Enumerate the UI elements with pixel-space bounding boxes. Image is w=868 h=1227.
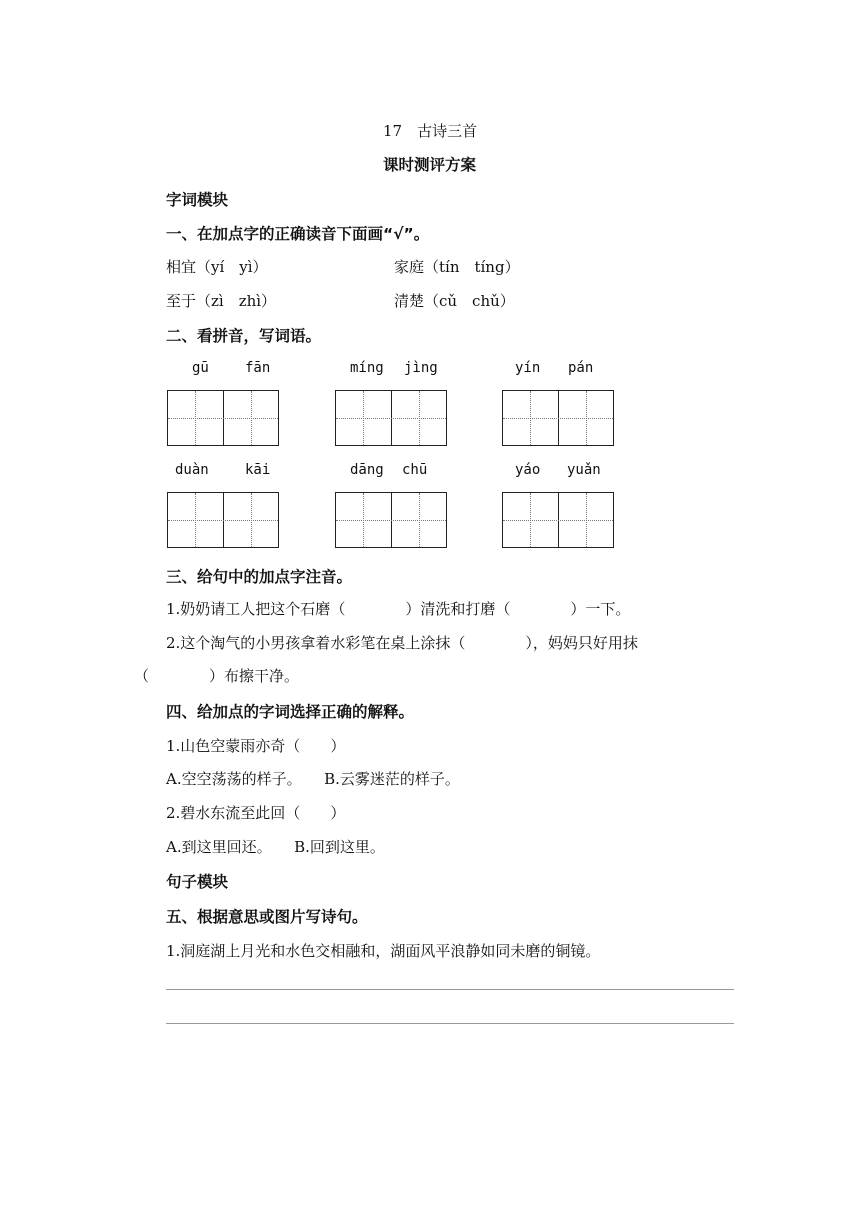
module-heading-sentences: 句子模块: [166, 873, 229, 891]
writing-grid[interactable]: [335, 390, 447, 446]
writing-grid[interactable]: [167, 492, 279, 548]
question-2-heading: 二、看拼音，写词语。: [166, 327, 322, 345]
answer-line[interactable]: [166, 1023, 734, 1024]
q4-line-3: 2.碧水东流至此回（ ）: [166, 804, 346, 822]
writing-grid[interactable]: [167, 390, 279, 446]
answer-line[interactable]: [166, 989, 734, 990]
q1-item-1: 相宜（yí yì）: [166, 258, 268, 276]
pinyin: dāng: [350, 462, 384, 478]
writing-grid[interactable]: [502, 492, 614, 548]
q3-line-3: （ ）布擦干净。: [134, 667, 300, 685]
question-1-heading: 一、在加点字的正确读音下面画“√”。: [166, 225, 430, 243]
pinyin: jìng: [404, 360, 438, 376]
page-subtitle: 课时测评方案: [383, 156, 477, 174]
pinyin: yuǎn: [567, 462, 601, 478]
q4-line-1: 1.山色空蒙雨亦奇（ ）: [166, 737, 346, 755]
pinyin: pán: [568, 360, 594, 376]
q1-item-4: 清楚（cǔ chǔ）: [394, 292, 515, 310]
question-5-heading: 五、根据意思或图片写诗句。: [166, 908, 368, 926]
pinyin: duàn: [175, 462, 209, 478]
pinyin: yáo: [515, 462, 541, 478]
writing-grid[interactable]: [335, 492, 447, 548]
question-3-heading: 三、给句中的加点字注音。: [166, 568, 353, 586]
q3-line-1: 1.奶奶请工人把这个石磨（ ）清洗和打磨（ ）一下。: [166, 600, 631, 618]
pinyin: yín: [515, 360, 541, 376]
pinyin: fān: [245, 360, 271, 376]
pinyin: chū: [402, 462, 428, 478]
q3-line-2: 2.这个淘气的小男孩拿着水彩笔在桌上涂抹（ ），妈妈只好用抹: [166, 634, 638, 652]
q4-line-2: A.空空荡荡的样子。 B.云雾迷茫的样子。: [166, 770, 460, 788]
q4-line-4: A.到这里回还。 B.回到这里。: [166, 838, 385, 856]
pinyin: gū: [192, 360, 209, 376]
page-title: 17 古诗三首: [383, 122, 478, 140]
q1-item-2: 家庭（tín tíng）: [394, 258, 520, 276]
q5-line-1: 1.洞庭湖上月光和水色交相融和，湖面风平浪静如同未磨的铜镜。: [166, 942, 601, 960]
pinyin: kāi: [245, 462, 271, 478]
pinyin: míng: [350, 360, 384, 376]
module-heading-words: 字词模块: [166, 191, 229, 209]
writing-grid[interactable]: [502, 390, 614, 446]
question-4-heading: 四、给加点的字词选择正确的解释。: [166, 703, 415, 721]
q1-item-3: 至于（zì zhì）: [166, 292, 277, 310]
